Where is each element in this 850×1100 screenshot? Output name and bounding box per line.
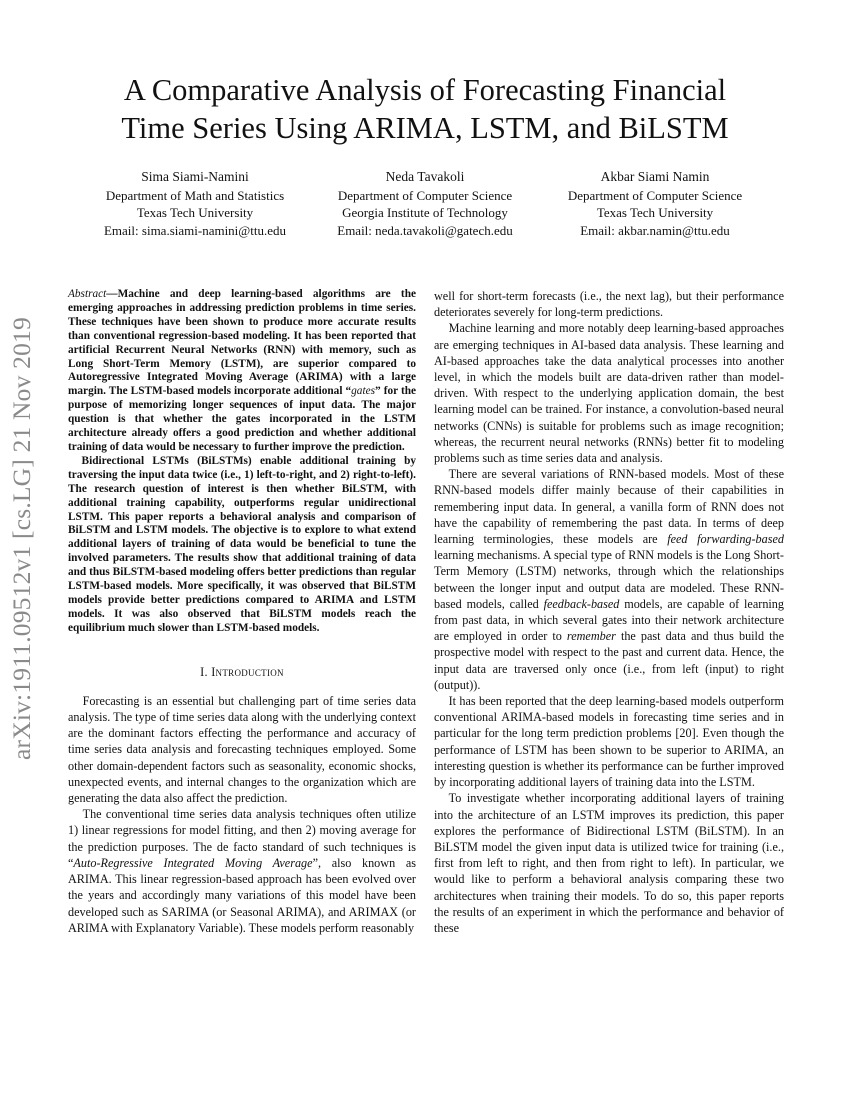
abstract-label: Abstract — [68, 288, 107, 300]
body-paragraph: well for short-term forecasts (i.e., the next lag), but their performance deteriorates severely for long-term predictions. — [434, 289, 784, 320]
author-email: Email: akbar.namin@ttu.edu — [580, 222, 730, 238]
introduction-body-left — [68, 693, 416, 936]
introduction-body-right — [434, 288, 784, 936]
author-name: Neda Tavakoli — [385, 169, 465, 184]
body-paragraph: The conventional time series data analysis techniques often utilize 1) linear regressions for model fitting, and then 2) moving average for the prediction purposes. The de facto standard of such techniques is “Auto-Regressive Integrated Moving Average”, also known as ARIMA. This linear regression-based approach has been evolved over the years and accordingly many variations of this model have been developed such as SARIMA (or Seasonal ARIMA), and ARIMAX (or ARIMA with Explanatory Variable). These models perform reasonably — [68, 807, 416, 935]
author-university: Texas Tech University — [136, 205, 254, 221]
body-paragraph: It has been reported that the deep learning-based models outperform conventional ARIMA-based models in forecasting time series and in particular for the long term prediction problems [20]. Even though the performance of LSTM has been shown to be superior to ARIMA, an interesting question is whether its performance can be further improved by incorporating additional layers of training data into the LSTM. — [434, 694, 784, 790]
author-department: Department of Computer Science — [337, 187, 513, 203]
author-1 — [80, 168, 310, 239]
author-3 — [540, 168, 770, 239]
author-name: Akbar Siami Namin — [600, 169, 710, 184]
author-email: Email: sima.siami-namini@ttu.edu — [103, 222, 287, 238]
paper-title — [50, 71, 800, 147]
author-block — [80, 168, 770, 239]
section-number: I. — [200, 664, 208, 679]
abstract-paragraph-1: Abstract—Machine and deep learning-based algorithms are the emerging approaches in addressing prediction problems in time series. These techniques have been shown to produce more accurate results than conventional regression-based modeling. It has been reported that artificial Recurrent Neural Networks (RNN) with memory, such as Long Short-Term Memory (LSTM), are superior compared to Autoregressive Integrated Moving Average (ARIMA) with a large margin. The LSTM-based models incorporate additional “gates” for the purpose of memorizing longer sequences of input data. The major question is that whether the gates incorporated in the LSTM architecture already offers a good prediction and whether additional training of data would be necessary to further improve the prediction. — [68, 288, 417, 453]
title-line-1: A Comparative Analysis of Forecasting Financial — [123, 73, 727, 107]
author-department: Department of Math and Statistics — [105, 187, 285, 203]
author-2 — [310, 168, 540, 239]
arxiv-identifier: arXiv:1911.09512v1 [cs.LG] 21 Nov 2019 — [7, 317, 36, 760]
body-paragraph: There are several variations of RNN-based models. Most of these RNN-based models differ mainly because of their capabilities in remembering input data. In general, a vanilla form of RNN does not have the capability of remembering the past data. In terms of deep learning terminologies, these models are feed forwarding-based learning mechanisms. A special type of RNN models is the Long Short-Term Memory (LSTM) networks, through which the relationships between the longer input and output data are modeled. These RNN-based models, called feedback-based models, are capable of learning from past data, in which several gates into their network architecture are employed in order to remember the past data and thus build the prospective model with respect to the past and current data. Hence, the input data are traversed only once (i.e., from left (input) to right (output)). — [434, 467, 784, 692]
section-title: Introduction — [211, 664, 284, 679]
body-paragraph: To investigate whether incorporating additional layers of training into the architecture of an LSTM improves its prediction, this paper explores the performance of Bidirectional LSTM (BiLSTM). In an BiLSTM model the given input data is utilized twice for training (i.e., first from left to right, and then from right to left). In particular, we would like to perform a behavioral analysis comparing these two architectures when training their models. To do so, this paper reports the results of an experiment in which the performance and behavior of these — [434, 791, 784, 935]
abstract — [68, 288, 416, 636]
left-column — [68, 288, 416, 936]
author-department: Department of Computer Science — [567, 187, 743, 203]
author-email: Email: neda.tavakoli@gatech.edu — [337, 222, 513, 238]
body-paragraph: Machine learning and more notably deep learning-based approaches are emerging techniques in AI-based data analysis. These learning and AI-based approaches take the data analytical processes into another level, in which the models built are data-driven rather than model-driven. With respect to the underlying application domain, the best learning model can be trained. For instance, a convolution-based neural networks (CNNs) is suitable for problems such as image recognition; whereas, the recurrent neural networks (RNNs) better fit to modeling problems such as time series data and analysis. — [434, 321, 784, 466]
section-heading-introduction — [68, 664, 416, 680]
abstract-paragraph-2: Bidirectional LSTMs (BiLSTMs) enable additional training by traversing the input data twice (i.e., 1) left-to-right, and 2) right-to-left). The research question of interest is then whether BiLSTM, with additional training capability, outperforms regular unidirectional LSTM. This paper reports a behavioral analysis and comparison of BiLSTM and LSTM models. The objective is to explore to what extend additional layers of training of data would be beneficial to tune the involved parameters. The results show that additional training of data and thus BiLSTM-based modeling offers better predictions than regular LSTM-based models. More specifically, it was observed that BiLSTM models provide better predictions compared to ARIMA and LSTM models. It was also observed that BiLSTM models reach the equilibrium much slower than LSTM-based models. — [68, 454, 416, 634]
title-line-2: Time Series Using ARIMA, LSTM, and BiLSTM — [121, 111, 729, 145]
author-university: Georgia Institute of Technology — [342, 205, 508, 221]
right-column — [434, 288, 784, 936]
author-name: Sima Siami-Namini — [141, 169, 249, 184]
author-university: Texas Tech University — [596, 205, 714, 221]
body-paragraph: Forecasting is an essential but challenging part of time series data analysis. The type of time series data along with the underlying context are the dominant factors effecting the performance and accuracy of time series data analysis and forecasting techniques employed. Some other domain-dependent factors such as seasonality, economic shocks, unexpected events, and internal changes to the organization which are generating the data also affect the prediction. — [68, 693, 416, 806]
